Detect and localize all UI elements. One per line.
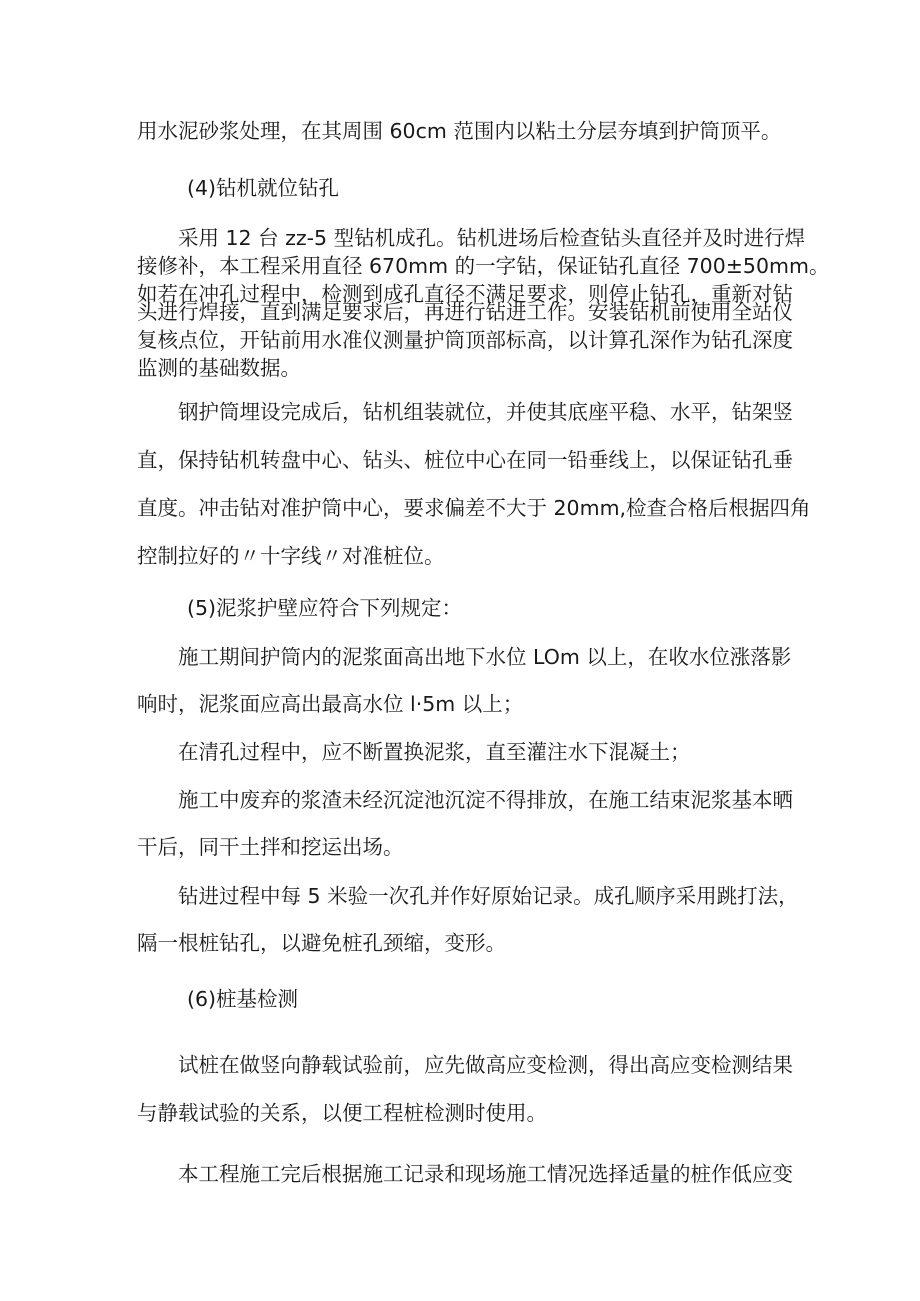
section-heading: (4)钻机就位钻孔 — [187, 176, 340, 200]
paragraph-line: 钻进过程中每 5 米验一次孔并作好原始记录。成孔顺序采用跳打法， — [178, 884, 799, 908]
paragraph-line: 头进行焊接，直到满足要求后，再进行钻进工作。安装钻机前使用全站仪 — [137, 300, 793, 324]
paragraph-line: 施工中废弃的浆渣未经沉淀池沉淀不得排放，在施工结束泥浆基本晒 — [178, 788, 793, 812]
paragraph-line: 试桩在做竖向静载试验前，应先做高应变检测，得出高应变检测结果 — [178, 1053, 793, 1077]
paragraph-line: 响时，泥浆面应高出最高水位 l·5m 以上； — [137, 692, 524, 716]
paragraph-line: 采用 12 台 zz-5 型钻机成孔。钻机进场后检查钻头直径并及时进行焊 — [178, 226, 806, 250]
paragraph-line: 在清孔过程中，应不断置换泥浆，直至灌注水下混凝土； — [178, 740, 691, 764]
paragraph-line: 直，保持钻机转盘中心、钻头、桩位中心在同一铅垂线上，以保证钻孔垂 — [137, 448, 793, 472]
paragraph-line: 直度。冲击钻对准护筒中心，要求偏差不大于 20mm,检查合格后根据四角 — [137, 496, 811, 520]
paragraph-line: 与静载试验的关系，以便工程桩检测时使用。 — [137, 1101, 547, 1125]
paragraph-line: 监测的基础数据。 — [137, 356, 301, 380]
paragraph-line: 隔一根桩钻孔，以避免桩孔颈缩，变形。 — [137, 931, 506, 955]
paragraph-line: 干后，同干土拌和挖运出场。 — [137, 835, 404, 859]
paragraph-line: 施工期间护筒内的泥浆面高出地下水位 LOm 以上，在收水位涨落影 — [178, 645, 792, 669]
section-heading: (5)泥浆护壁应符合下列规定： — [187, 596, 463, 620]
section-heading: (6)桩基检测 — [187, 987, 299, 1011]
paragraph-line: 如若在冲孔过程中，检测到成孔直径不满足要求，则停止钻孔，重新对钻 — [137, 282, 793, 306]
paragraph-line: 钢护筒埋设完成后，钻机组装就位，并使其底座平稳、水平，钻架竖 — [178, 400, 793, 424]
paragraph-line: 接修补，本工程采用直径 670mm 的一字钻，保证钻孔直径 700±50mm。 — [137, 254, 830, 278]
paragraph-line: 控制拉好的〃十字线〃对准桩位。 — [137, 544, 445, 568]
paragraph-line: 复核点位，开钻前用水准仪测量护筒顶部标高，以计算孔深作为钻孔深度 — [137, 328, 793, 352]
paragraph-line: 本工程施工完后根据施工记录和现场施工情况选择适量的桩作低应变 — [178, 1162, 793, 1186]
paragraph-line: 用水泥砂浆处理，在其周围 60cm 范围内以粘土分层夯填到护筒顶平。 — [137, 119, 782, 143]
